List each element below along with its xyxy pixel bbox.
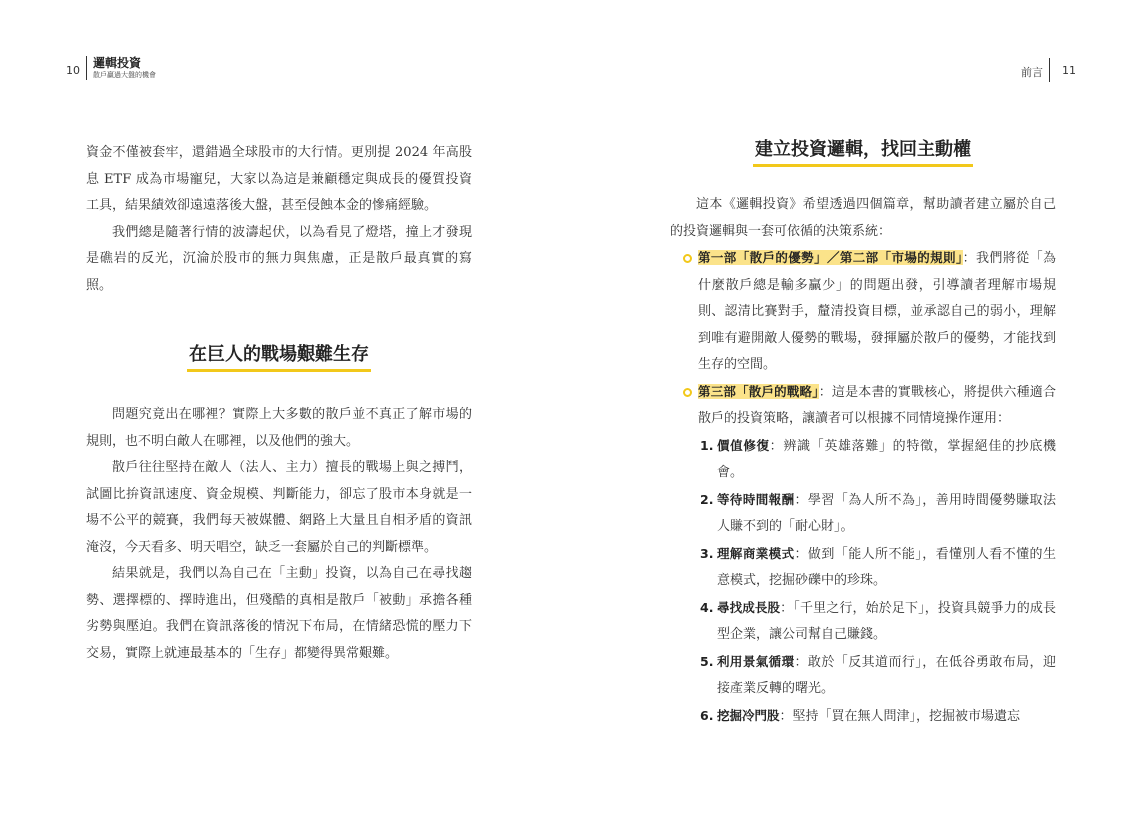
- strategy-item: [670, 595, 1056, 649]
- header-divider: [1049, 58, 1050, 82]
- item-number: 4.: [700, 599, 714, 615]
- book-subtitle: 散戶贏過大盤的機會: [93, 71, 156, 79]
- paragraph: 問題究竟出在哪裡？實際上大多數的散戶並不真正了解市場的規則，也不明白敵人在哪裡，以及他們的強大。: [86, 407, 472, 449]
- item-title: 尋找成長股: [717, 599, 781, 615]
- list-item: [670, 245, 1056, 379]
- bullet-icon: [683, 254, 692, 263]
- list-item-text: ：我們將從「為什麼散戶總是輸多贏少」的問題出發，引導讀者理解市場規則、認清比賽對手，釐清投資目標，並承認自己的弱小，理解到唯有避開敵人優勢的戰場，發揮屬於散戶的優勢，才能找到生存的空間。: [698, 251, 1056, 372]
- item-text: ：做到「能人所不能」，看懂別人看不懂的生意模式，挖掘砂礫中的珍珠。: [717, 546, 1056, 588]
- body-text: [86, 402, 472, 667]
- paragraph: 我們總是隨著行情的波濤起伏，以為看見了燈塔，撞上才發現是礁岩的反光，沉淪於股市的無力與焦慮，正是散戶最真實的寫照。: [86, 224, 472, 293]
- item-number: 2.: [700, 491, 714, 507]
- item-text: ：學習「為人所不為」，善用時間優勢賺取法人賺不到的「耐心財」。: [717, 492, 1056, 534]
- body-text: [670, 192, 1056, 730]
- item-number: 6.: [700, 707, 714, 723]
- item-text: ：堅持「買在無人問津」，挖掘被市場遺忘: [779, 708, 1021, 724]
- header-divider: [86, 56, 87, 80]
- strategy-item: [670, 703, 1056, 731]
- item-title: 利用景氣循環: [717, 653, 795, 669]
- list-item: [670, 379, 1056, 433]
- running-header: [66, 56, 156, 82]
- paragraph: 這本《邏輯投資》希望透過四個篇章，幫助讀者建立屬於自己的投資邏輯與一套可依循的決策系統：: [670, 197, 1056, 239]
- page-number: 10: [66, 64, 80, 77]
- strategy-item: [670, 487, 1056, 541]
- right-page: [571, 0, 1142, 816]
- paragraph: 散戶往往堅持在敵人（法人、主力）擅長的戰場上與之搏鬥，試圖比拚資訊速度、資金規模、判斷能力，卻忘了股市本身就是一場不公平的競賽，我們每天被媒體、網路上大量且自相矛盾的資訊淹沒，今天看多、明天唱空，缺乏一套屬於自己的判斷標準。: [86, 460, 472, 555]
- paragraph: 資金不僅被套牢，還錯過全球股市的大行情。更別提 2024 年高股息 ETF 成為市場寵兒，大家以為這是兼顧穩定與成長的優質投資工具，結果績效卻遠遠落後大盤，甚至侵蝕本金的慘痛經驗。: [86, 145, 472, 213]
- section: [670, 138, 1056, 167]
- item-title: 挖掘冷門股: [717, 707, 780, 723]
- section-heading: 在巨人的戰場艱難生存: [187, 343, 371, 372]
- strategy-item: [670, 541, 1056, 595]
- page-number: 11: [1062, 64, 1076, 77]
- highlighted-text: 第一部「散戶的優勢」／第二部「市場的規則」: [698, 250, 963, 265]
- section: [86, 343, 472, 372]
- item-title: 價值修復: [717, 437, 770, 453]
- section-name: 前言: [1021, 66, 1043, 79]
- item-number: 1.: [700, 437, 714, 453]
- bullet-icon: [683, 388, 692, 397]
- item-number: 5.: [700, 653, 714, 669]
- book-title: 邏輯投資: [93, 56, 142, 70]
- item-number: 3.: [700, 545, 714, 561]
- item-text: ：「千里之行，始於足下」，投資具競爭力的成長型企業，讓公司幫自己賺錢。: [717, 600, 1056, 642]
- strategy-item: [670, 649, 1056, 703]
- paragraph: 結果就是，我們以為自己在「主動」投資，以為自己在尋找趨勢、選擇標的、擇時進出，但殘酷的真相是散戶「被動」承擔各種劣勢與壓迫。我們在資訊落後的情況下布局，在情緒恐慌的壓力下交易，實際上就連最基本的「生存」都變得異常艱難。: [86, 566, 472, 661]
- running-header: [1021, 58, 1076, 82]
- list-item-text: ：這是本書的實戰核心，將提供六種適合散戶的投資策略，讓讀者可以根據不同情境操作運用：: [698, 384, 1056, 426]
- item-text: ：辨識「英雄落難」的特徵，掌握絕佳的抄底機會。: [717, 438, 1056, 480]
- section-heading: 建立投資邏輯，找回主動權: [753, 138, 973, 167]
- highlighted-text: 第三部「散戶的戰略」: [698, 383, 819, 399]
- item-title: 等待時間報酬: [717, 491, 795, 507]
- strategy-item: [670, 433, 1056, 487]
- item-text: ：敢於「反其道而行」，在低谷勇敢布局，迎接產業反轉的曙光。: [717, 654, 1056, 696]
- item-title: 理解商業模式: [717, 545, 795, 561]
- body-text: [86, 140, 472, 299]
